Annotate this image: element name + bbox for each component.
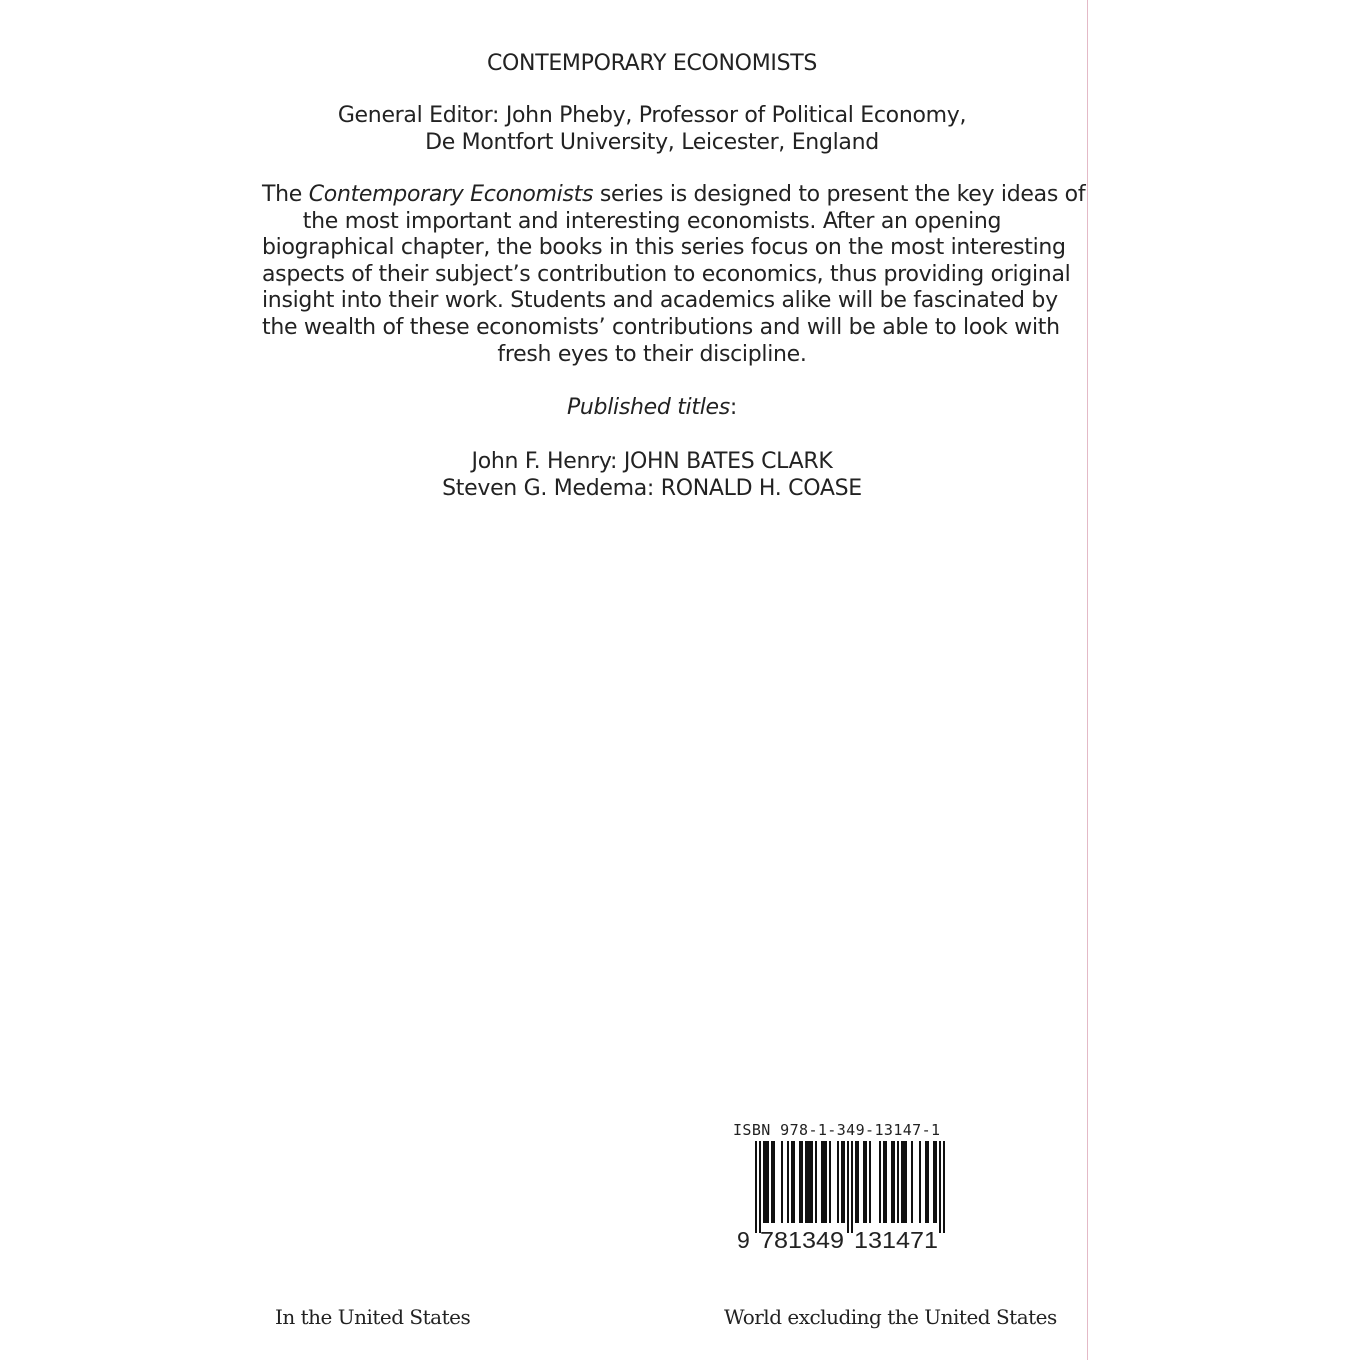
barcode-bar	[837, 1141, 839, 1223]
published-title: Steven G. Medema: RONALD H. COASE	[442, 476, 862, 502]
cover-text	[262, 48, 1086, 502]
barcode-bar	[825, 1141, 827, 1223]
barcode-bar	[805, 1141, 807, 1223]
barcode-bar	[851, 1141, 853, 1233]
blurb-line-7: fresh eyes to their discipline.	[497, 341, 807, 367]
blurb-line-4: aspects of their subject’s contribution to economics, thus providing original	[262, 261, 1071, 287]
series-description	[262, 182, 1086, 368]
barcode-bar	[801, 1141, 803, 1223]
barcode-bar	[781, 1141, 783, 1223]
barcode-bar	[771, 1141, 773, 1223]
blurb-line-1-suffix: series is designed to present the key ideas of	[593, 182, 1086, 207]
editor-line-1: General Editor: John Pheby, Professor of Political Economy,	[337, 103, 967, 128]
barcode-digits-left: 781349	[760, 1227, 844, 1253]
barcode-bar	[927, 1141, 929, 1223]
barcode-bar	[809, 1141, 811, 1223]
barcode-bar	[879, 1141, 881, 1223]
barcode-bar	[841, 1141, 843, 1223]
barcode-bar	[807, 1141, 809, 1223]
barcode-bar	[903, 1141, 905, 1223]
barcode-bar	[943, 1141, 945, 1233]
isbn-label: ISBN 978-1-349-13147-1	[733, 1121, 941, 1139]
barcode-bar	[865, 1141, 867, 1223]
blurb-line-3: biographical chapter, the books in this series focus on the most interesting	[262, 235, 1066, 261]
barcode-bar	[933, 1141, 935, 1223]
series-title: CONTEMPORARY ECONOMISTS	[486, 51, 818, 76]
barcode-bar	[755, 1141, 757, 1233]
barcode-bar	[897, 1141, 899, 1223]
footer-us-label: In the United States	[275, 1305, 471, 1329]
published-title: John F. Henry: JOHN BATES CLARK	[471, 449, 833, 475]
barcode-bar	[811, 1141, 813, 1223]
blurb-line-6: the wealth of these economists’ contributions and will be able to look with	[262, 314, 1060, 340]
barcode-bar	[821, 1141, 823, 1223]
barcode-bar	[939, 1141, 941, 1233]
barcode-bar	[885, 1141, 887, 1223]
barcode-bar	[815, 1141, 817, 1223]
barcode-bar	[843, 1141, 845, 1223]
barcode-bar	[759, 1141, 761, 1233]
barcode-bar	[847, 1141, 849, 1233]
barcode-bar	[765, 1141, 767, 1223]
barcode-bar	[905, 1141, 907, 1223]
barcode-digits-right: 131471	[854, 1227, 938, 1253]
barcode-bar	[791, 1141, 793, 1223]
published-heading-italic: Published titles	[566, 395, 730, 421]
barcode-bar	[863, 1141, 865, 1223]
published-titles-list	[262, 448, 1042, 502]
published-titles-heading	[262, 394, 1042, 422]
barcode-bar	[883, 1141, 885, 1223]
blurb-line-1	[262, 182, 1086, 209]
blurb-line-1-prefix: The	[262, 182, 309, 207]
published-heading-colon: :	[729, 395, 738, 421]
trim-line	[1087, 0, 1088, 1360]
barcode-bar	[799, 1141, 801, 1223]
barcode-bar	[901, 1141, 903, 1223]
editor-line-2: De Montfort University, Leicester, England	[425, 130, 879, 155]
barcode-digit-first: 9	[737, 1227, 750, 1253]
series-name-italic: Contemporary Economists	[308, 182, 594, 207]
barcode-bar	[893, 1141, 895, 1223]
barcode-bar	[773, 1141, 775, 1223]
barcode-bar	[793, 1141, 795, 1223]
barcode-bar	[763, 1141, 765, 1223]
barcode-bar	[857, 1141, 859, 1223]
barcode-bar	[891, 1141, 893, 1223]
barcode-bar	[925, 1141, 927, 1223]
isbn-barcode	[733, 1121, 973, 1253]
barcode-bar	[787, 1141, 789, 1223]
barcode-bar	[911, 1141, 913, 1223]
barcode-bar	[823, 1141, 825, 1223]
barcode-bar	[829, 1141, 831, 1223]
barcode-icon	[733, 1139, 973, 1253]
blurb-line-2: the most important and interesting economists. After an opening	[302, 208, 1002, 234]
blurb-line-5: insight into their work. Students and academics alike will be fascinated by	[262, 288, 1058, 314]
barcode-bar	[919, 1141, 921, 1223]
barcode-bar	[767, 1141, 769, 1223]
barcode-bar	[855, 1141, 857, 1223]
barcode-bar	[869, 1141, 871, 1223]
barcode-bar	[935, 1141, 937, 1223]
general-editor	[262, 102, 1042, 156]
footer-world-label: World excluding the United States	[724, 1305, 1057, 1329]
